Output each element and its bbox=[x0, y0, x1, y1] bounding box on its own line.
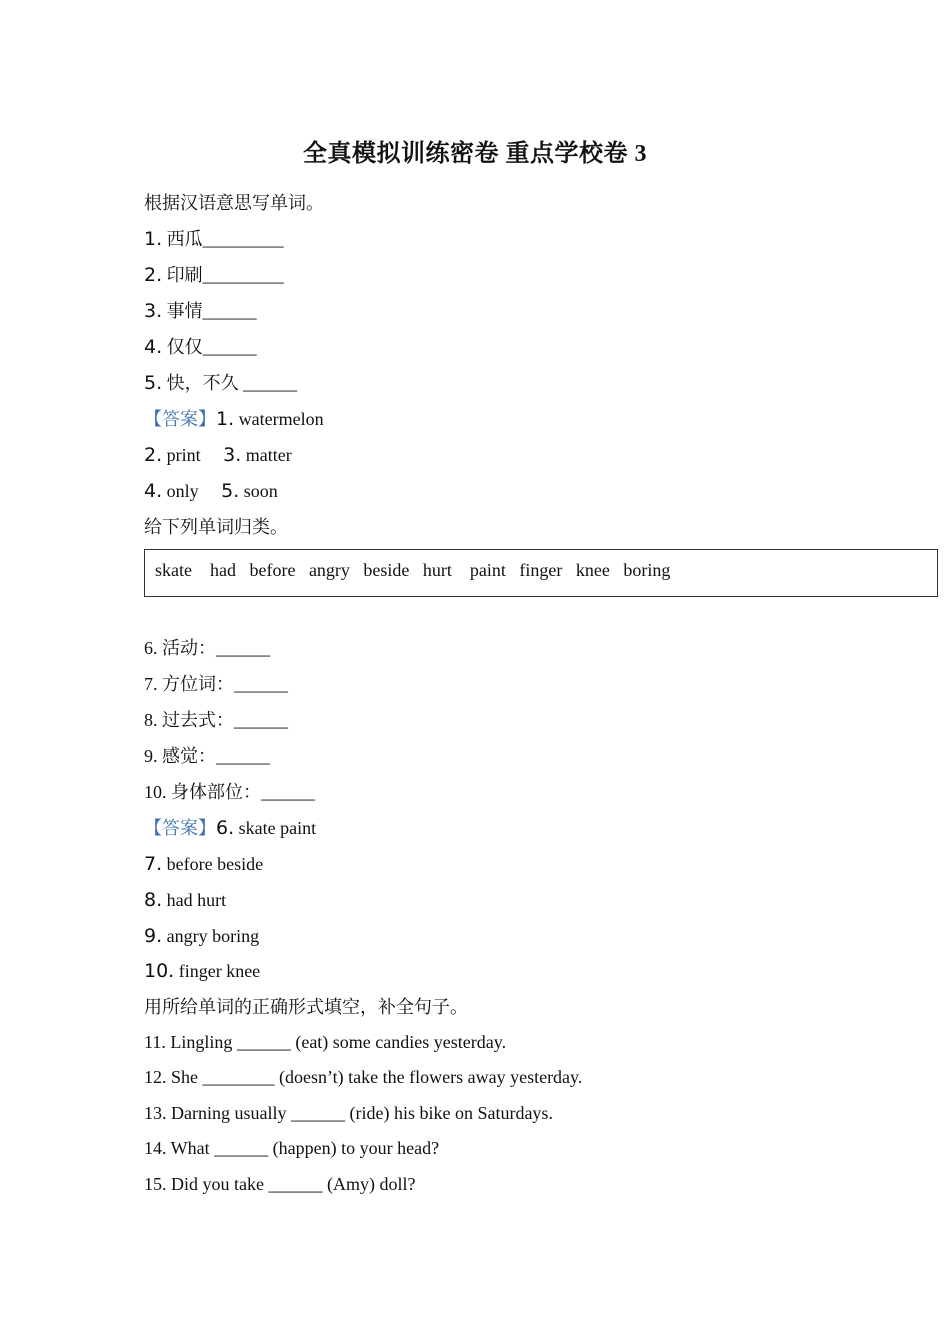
word-bank: skate had before angry beside hurt paint finger knee boring bbox=[155, 560, 671, 580]
answer-6: 【答案】6. skate paint bbox=[144, 817, 317, 839]
section1-instruction: 根据汉语意思写单词。 bbox=[144, 193, 324, 213]
question-5: 5. 快，不久 ______ bbox=[144, 372, 298, 394]
answer-9: 9. angry boring bbox=[144, 925, 260, 947]
answer-4-5: 4. only 5. soon bbox=[144, 480, 278, 502]
question-1: 1. 西瓜_________ bbox=[144, 228, 284, 250]
section2-instruction: 给下列单词归类。 bbox=[144, 517, 288, 537]
question-3: 3. 事情______ bbox=[144, 300, 257, 322]
question-15: 15. Did you take ______ (Amy) doll? bbox=[144, 1174, 416, 1194]
question-14: 14. What ______ (happen) to your head? bbox=[144, 1138, 440, 1158]
answer-10: 10. finger knee bbox=[144, 960, 261, 982]
word-bank-box bbox=[144, 549, 938, 597]
question-9: 9. 感觉：______ bbox=[144, 746, 270, 766]
question-7: 7. 方位词：______ bbox=[144, 674, 288, 694]
answer-2-3: 2. print 3. matter bbox=[144, 444, 292, 466]
question-12: 12. She ________ (doesn’t) take the flowers away yesterday. bbox=[144, 1067, 583, 1087]
question-6: 6. 活动：______ bbox=[144, 638, 270, 658]
page-title: 全真模拟训练密卷 重点学校卷 3 bbox=[303, 141, 647, 167]
question-8: 8. 过去式：______ bbox=[144, 710, 288, 730]
answer-7: 7. before beside bbox=[144, 853, 264, 875]
question-4: 4. 仅仅______ bbox=[144, 336, 257, 358]
question-10: 10. 身体部位：______ bbox=[144, 782, 315, 802]
question-13: 13. Darning usually ______ (ride) his bike on Saturdays. bbox=[144, 1103, 553, 1123]
answer-8: 8. had hurt bbox=[144, 889, 227, 911]
answer-1: 【答案】1. watermelon bbox=[144, 408, 324, 430]
question-11: 11. Lingling ______ (eat) some candies yesterday. bbox=[144, 1032, 507, 1052]
section3-instruction: 用所给单词的正确形式填空，补全句子。 bbox=[144, 997, 468, 1017]
question-2: 2. 印刷_________ bbox=[144, 264, 284, 286]
